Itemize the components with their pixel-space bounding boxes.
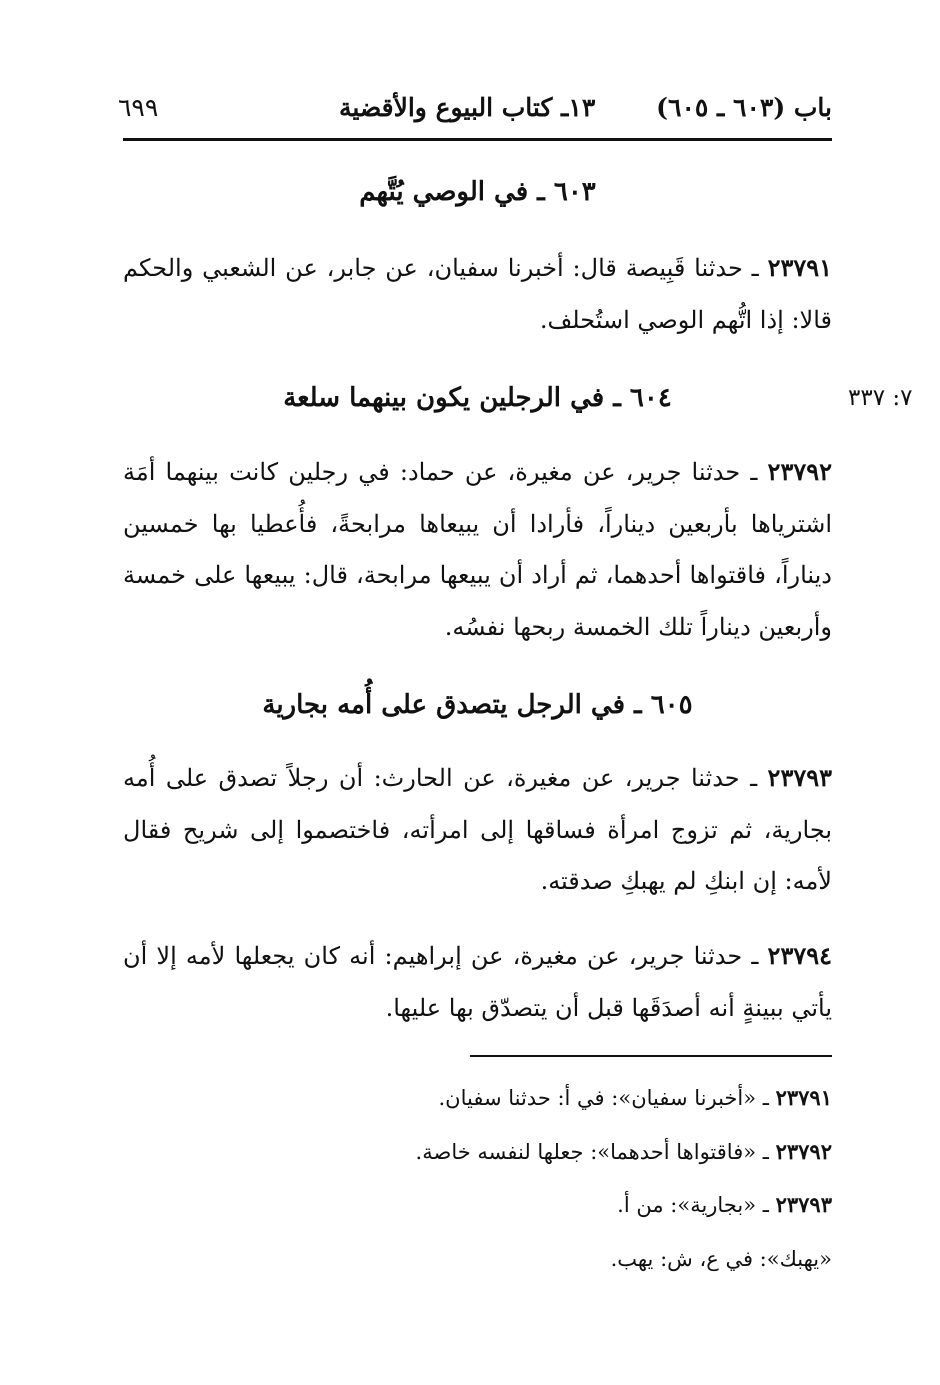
hadith-text: ـ حدثنا جرير، عن مغيرة، عن الحارث: أن رجلاً تصدق على أُمه بجارية، ثم تزوج امرأة فساقها إلى امرأته، فاختصموا إلى شريح فقال لأمه: إن ابنكِ لم يهبكِ صدقته. (123, 764, 832, 895)
footnote (438, 1082, 832, 1114)
footnote-divider (470, 1055, 832, 1057)
footnote-number: ٢٣٧٩٣ (775, 1192, 832, 1217)
page-number: ٦٩٩ (118, 93, 159, 122)
hadith-number: ٢٣٧٩٣ (767, 763, 832, 792)
section-heading-605: ٦٠٥ ـ في الرجل يتصدق على أُمه بجارية (262, 690, 693, 720)
hadith-paragraph (123, 752, 832, 908)
hadith-text: ـ حدثنا جرير، عن مغيرة، عن إبراهيم: أنه كان يجعلها لأمه إلا أن يأتي ببينةٍ أنه أصدَقَها قبل أن يتصدّق بها عليها. (123, 942, 832, 1022)
margin-reference: ٧: ٣٣٧ (848, 385, 913, 411)
hadith-paragraph (123, 446, 832, 653)
section-heading-604: ٦٠٤ ـ في الرجلين يكون بينهما سلعة (283, 383, 672, 413)
footnote (617, 1189, 832, 1221)
hadith-paragraph (123, 930, 832, 1034)
hadith-text: ـ حدثنا قَبِيصة قال: أخبرنا سفيان، عن جابر، عن الشعبي والحكم قالا: إذا اتُّهم الوصي استُحلف. (123, 254, 832, 334)
hadith-number: ٢٣٧٩٢ (767, 457, 832, 486)
hadith-number: ٢٣٧٩١ (767, 253, 833, 282)
footnote-number: ٢٣٧٩١ (775, 1085, 832, 1110)
footnote-text: «يهبك»: في ع، ش: يهب. (610, 1247, 832, 1271)
running-header-title: باب (٦٠٣ ـ ٦٠٥) ١٣ـ كتاب البيوع والأقضية (339, 93, 832, 122)
footnote (611, 1243, 832, 1275)
footnote-text: ـ «فاقتواها أحدهما»: جعلها لنفسه خاصة. (415, 1140, 776, 1164)
section-heading-603: ٦٠٣ ـ في الوصي يُتَّهم (359, 177, 596, 207)
footnote (416, 1136, 832, 1168)
hadith-paragraph (123, 242, 832, 346)
footnote-text: ـ «أخبرنا سفيان»: في أ: حدثنا سفيان. (438, 1086, 776, 1110)
footnote-number: ٢٣٧٩٢ (775, 1139, 832, 1164)
footnote-text: ـ «بجارية»: من أ. (617, 1193, 776, 1217)
header-divider (123, 138, 832, 141)
hadith-text: ـ حدثنا جرير، عن مغيرة، عن حماد: في رجلين كانت بينهما أمَة اشترياها بأربعين ديناراً، فأرادا أن يبيعاها مرابحةً، فأُعطيا بها خمسين ديناراً، فاقتواها أحدهما، ثم أراد أن يبيعها مرابحة، قال: يبيعها على خمسة وأربعين ديناراً تلك الخمسة ربحها نفسُه. (123, 458, 832, 641)
hadith-number: ٢٣٧٩٤ (767, 941, 832, 970)
